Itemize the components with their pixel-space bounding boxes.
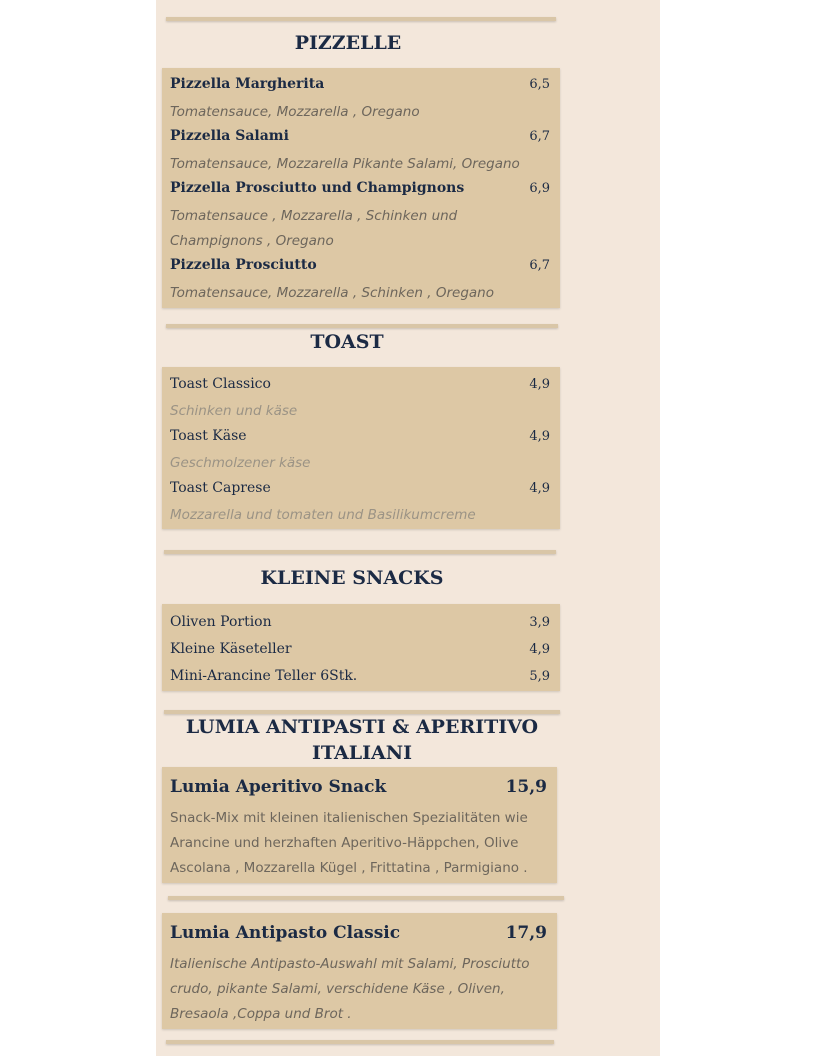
item-price: 5,9 [529, 668, 550, 684]
item-price: 6,7 [529, 257, 550, 273]
item-name: Toast Caprese [170, 480, 271, 496]
menu-item [170, 180, 550, 196]
item-description: Tomatensauce , Mozzarella , Schinken und [170, 208, 458, 224]
menu-item [170, 376, 550, 392]
item-name: Pizzella Prosciutto und Champignons [170, 180, 465, 196]
item-price: 15,9 [505, 777, 547, 797]
item-description: Champignons , Oregano [170, 233, 334, 249]
item-price: 17,9 [505, 923, 547, 943]
antipasto-classic-panel [162, 913, 557, 1029]
aperitivo-snack-panel [162, 767, 557, 883]
item-name: Mini-Arancine Teller 6Stk. [170, 668, 358, 684]
item-name: Lumia Aperitivo Snack [170, 777, 387, 797]
item-price: 4,9 [529, 641, 550, 657]
item-price: 4,9 [529, 428, 550, 444]
item-name: Pizzella Prosciutto [170, 257, 317, 273]
menu-item [170, 668, 550, 684]
item-price: 4,9 [529, 480, 550, 496]
item-description: Tomatensauce, Mozzarella , Oregano [170, 104, 420, 120]
toast-panel [162, 367, 560, 529]
item-price: 4,9 [529, 376, 550, 392]
menu-item [170, 480, 550, 496]
divider [168, 896, 564, 900]
item-name: Pizzella Salami [170, 128, 289, 144]
section-title-line: LUMIA ANTIPASTI & APERITIVO [185, 716, 539, 738]
menu-item [170, 777, 547, 797]
item-price: 6,7 [529, 128, 550, 144]
section-title-kleine-snacks: KLEINE SNACKS [260, 567, 444, 589]
snacks-panel [162, 604, 560, 691]
divider [164, 550, 556, 554]
menu-item [170, 641, 550, 657]
item-description: Italienische Antipasto-Auswahl mit Salami, Prosciutto crudo, pikante Salami, verschidene Käse , Oliven, Bresaola ,Coppa und Brot . [170, 956, 530, 1022]
section-title-toast: TOAST [310, 331, 384, 353]
menu-item [170, 428, 550, 444]
item-description: Schinken und käse [170, 403, 298, 419]
menu-page [156, 0, 660, 1056]
menu-item [170, 76, 550, 92]
item-name: Toast Classico [170, 376, 271, 392]
pizzelle-panel [162, 68, 560, 308]
divider [166, 324, 558, 328]
section-title-pizzelle: PIZZELLE [294, 32, 402, 54]
item-name: Lumia Antipasto Classic [170, 923, 401, 943]
menu-item [170, 128, 550, 144]
divider [166, 17, 556, 21]
item-name: Oliven Portion [170, 614, 272, 630]
item-name: Kleine Käseteller [170, 641, 292, 657]
item-price: 6,5 [529, 76, 550, 92]
menu-item [170, 257, 550, 273]
item-description: Tomatensauce, Mozzarella Pikante Salami, Oregano [170, 156, 520, 172]
menu-item [170, 614, 550, 630]
item-price: 6,9 [529, 180, 550, 196]
section-title-antipasti [156, 714, 568, 766]
section-title-line: ITALIANI [312, 742, 412, 764]
item-description: Mozzarella und tomaten und Basilikumcreme [170, 507, 476, 523]
item-description: Tomatensauce, Mozzarella , Schinken , Oregano [170, 285, 494, 301]
item-description: Snack-Mix mit kleinen italienischen Spezialitäten wie Arancine und herzhaften Aperitivo-Häppchen, Olive Ascolana , Mozzarella Kügel , Frittatina , Parmigiano . [170, 810, 528, 876]
item-name: Toast Käse [170, 428, 247, 444]
item-price: 3,9 [529, 614, 550, 630]
menu-item [170, 923, 547, 943]
item-name: Pizzella Margherita [170, 76, 325, 92]
divider [166, 1040, 554, 1044]
item-description: Geschmolzener käse [170, 455, 311, 471]
